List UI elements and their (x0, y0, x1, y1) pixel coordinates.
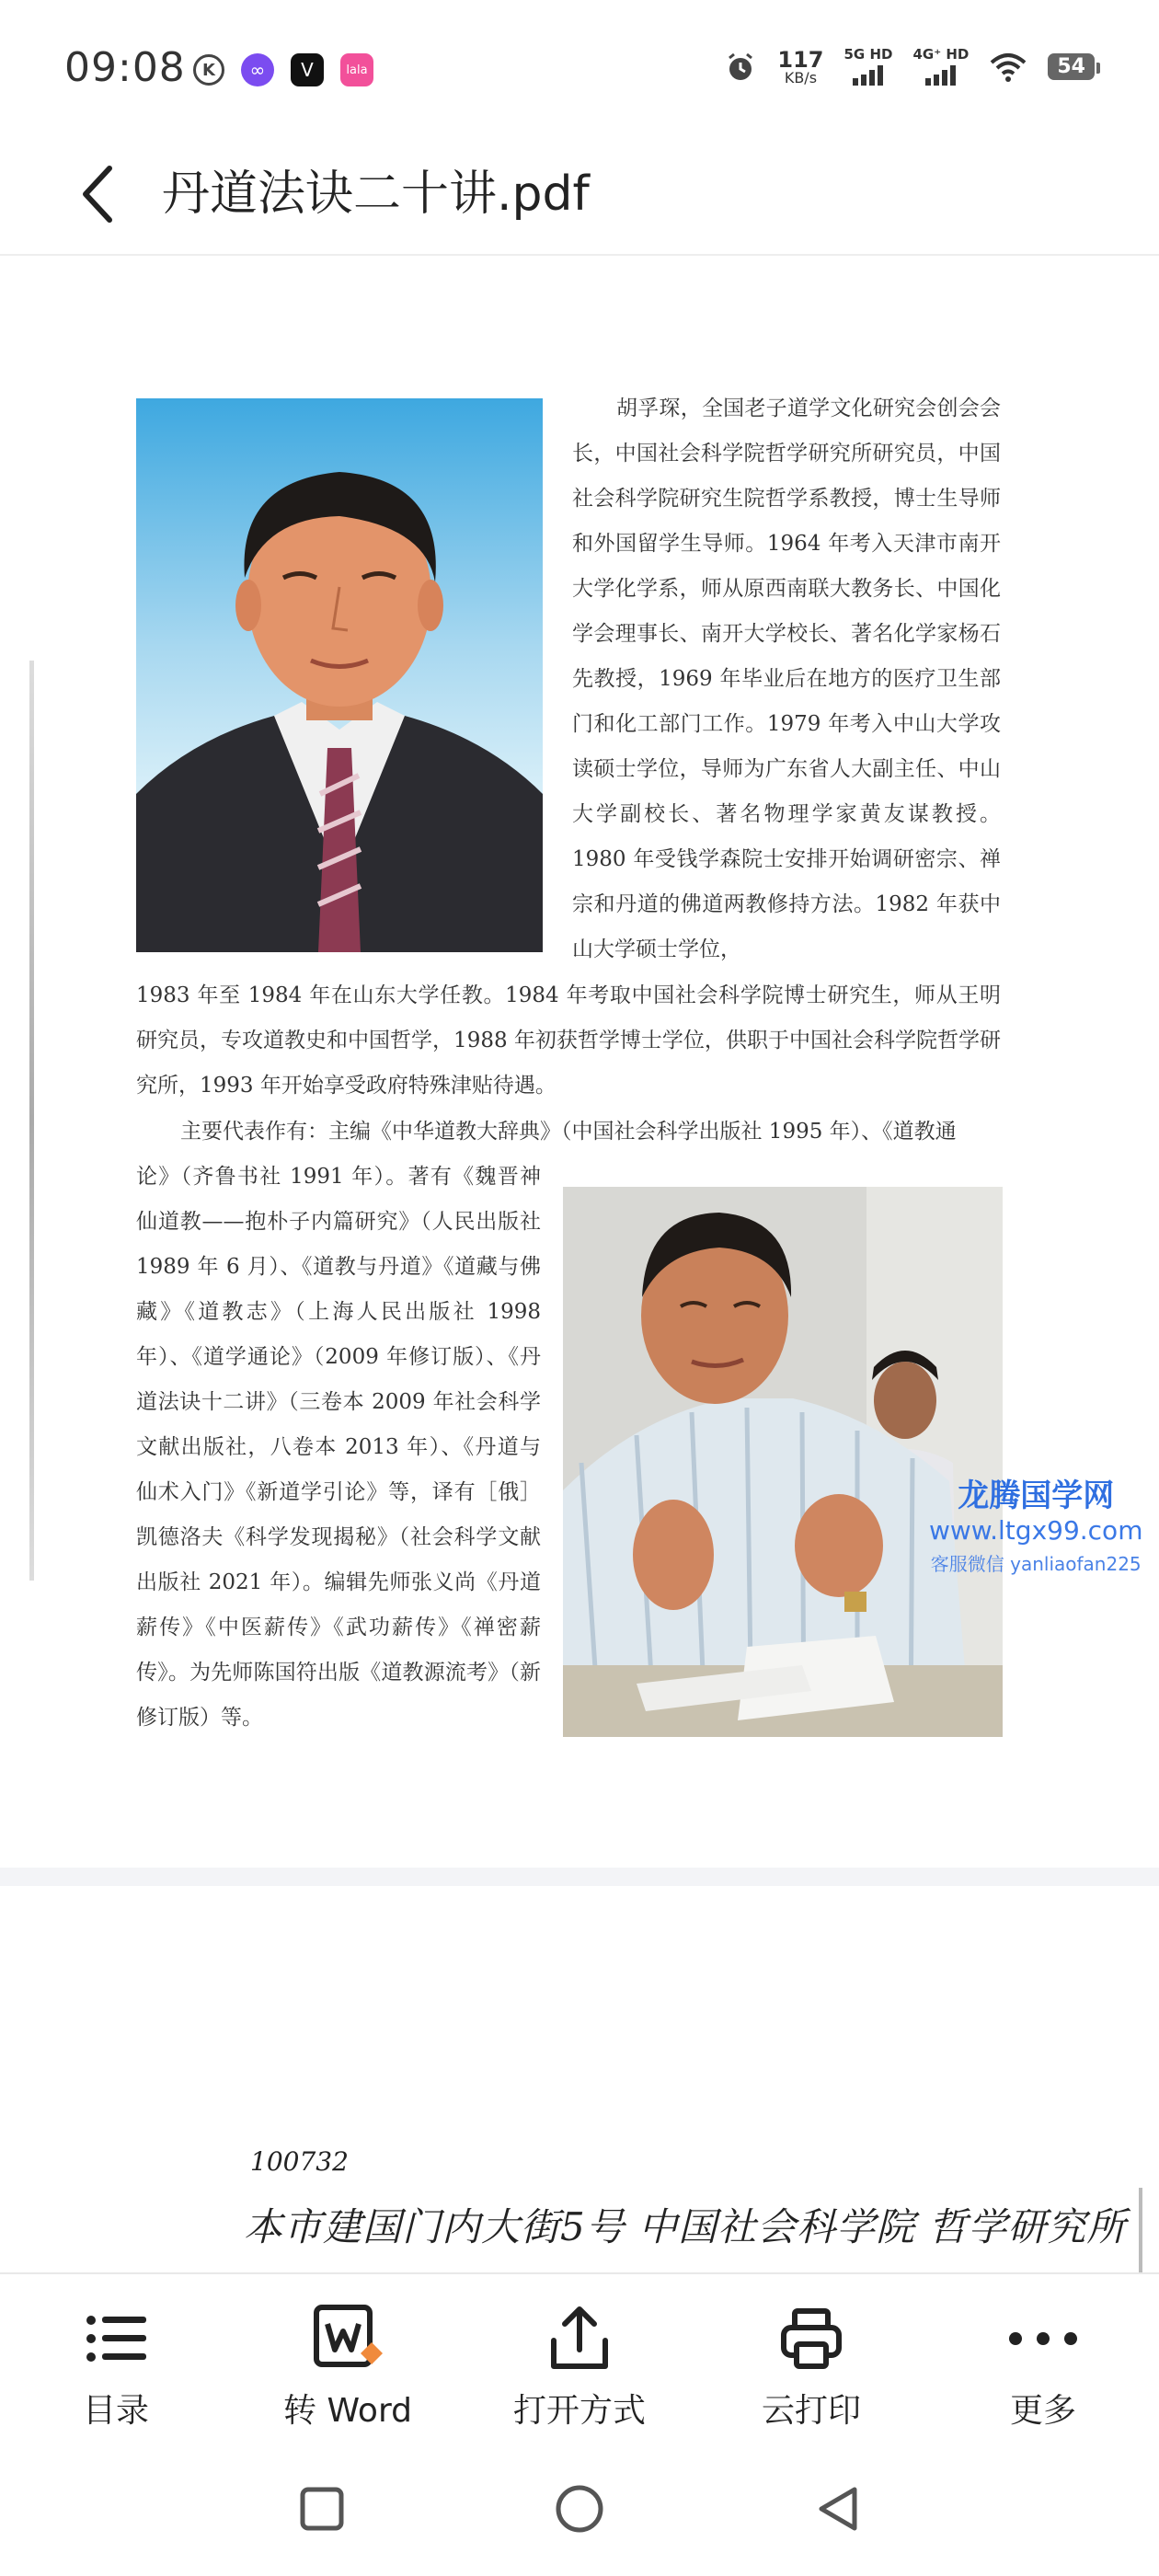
v-app-icon: V (291, 53, 324, 86)
convert-word-button[interactable] (232, 2274, 464, 2440)
more-label: 更多 (1009, 2392, 1076, 2430)
pdf-page (0, 256, 1159, 1868)
signal-5g-icon (843, 48, 892, 86)
toc-label: 目录 (82, 2392, 149, 2430)
works-paragraph: 论》（齐鲁书社 1991 年）。著有《魏晋神仙道教——抱朴子内篇研究》（人民出版社 1989 年 6 月）、《道教与丹道》《道藏与佛藏》《道教志》（上海人民出版社 1998 年）、《道学通论》（2009 年修订版）、《丹道法诀十二讲》（三卷本 2009 年社会科学文献出版社，八卷本 2013 年）、《丹道与仙术入门》《新道学引论》等，译有［俄］凯德洛夫《科学发现揭秘》（社会科学文献出版社 2021 年）。编辑先师张义尚《丹道薪传》《中医薪传》《武功薪传》《禅密薪传》。为先师陈国符出版《道教源流考》（新修订版）等。 (136, 1165, 541, 1730)
list-icon (77, 2300, 155, 2377)
handwritten-address: 本市建国门内大街5号 中国社会科学院 哲学研究所 (244, 2204, 1127, 2249)
printer-icon (773, 2300, 850, 2377)
back-button[interactable] (64, 162, 129, 226)
more-icon (1004, 2300, 1082, 2377)
watermark-contact: 客服微信 yanliaofan225 (930, 1553, 1142, 1575)
network-speed-unit: KB/s (784, 68, 818, 86)
more-button[interactable] (927, 2274, 1159, 2440)
recents-button[interactable] (290, 2477, 354, 2541)
document-title: 丹道法诀二十讲.pdf (162, 167, 590, 222)
toc-button[interactable] (0, 2274, 232, 2440)
recents-icon (299, 2486, 345, 2532)
chevron-left-icon (78, 165, 115, 224)
network-speed-value: 117 (777, 46, 824, 73)
cloud-print-label: 云打印 (761, 2392, 861, 2430)
bio-paragraph-2: 1983 年至 1984 年在山东大学任教。1984 年考取中国社会科学院博士研究生，师从王明研究员，专攻道教史和中国哲学，1988 年初获哲学博士学位，供职于中国社会科学院哲学研究所，1993 年开始享受政府特殊津贴待遇。 (136, 983, 1001, 1098)
author-speaking-photo (563, 1187, 1003, 1737)
back-icon (814, 2484, 860, 2534)
title-bar (0, 138, 1159, 256)
handwritten-postcode: 100732 (250, 2146, 349, 2177)
share-icon (541, 2300, 618, 2377)
author-portrait-photo (136, 398, 543, 952)
watermark-title: 龙腾国学网 (958, 1478, 1115, 1514)
home-icon (555, 2484, 604, 2534)
battery-icon: 54 (1048, 53, 1095, 80)
pdf-viewer[interactable] (0, 256, 1159, 2272)
open-with-button[interactable] (464, 2274, 695, 2440)
open-with-label: 打开方式 (512, 2392, 646, 2430)
system-back-button[interactable] (805, 2477, 869, 2541)
convert-word-label: 转 Word (283, 2392, 412, 2430)
notification-icons (193, 53, 373, 86)
status-indicators (724, 48, 1095, 86)
watermark-url: www.ltgx99.com (929, 1515, 1143, 1546)
cloud-print-button[interactable] (695, 2274, 927, 2440)
k-app-icon: K (193, 54, 224, 86)
network-speed (777, 46, 824, 86)
status-bar (0, 0, 1159, 138)
system-nav-bar (0, 2438, 1159, 2576)
alarm-icon (724, 51, 757, 84)
bottom-toolbar (0, 2272, 1159, 2440)
signal-5g-label: 5G HD (843, 46, 893, 63)
wifi-icon (989, 52, 1027, 83)
lala-app-icon: lala (340, 53, 373, 86)
infinity-app-icon: ∞ (241, 53, 274, 86)
signal-4g-label: 4G⁺ HD (912, 46, 970, 63)
home-button[interactable] (547, 2477, 612, 2541)
convert-word-icon (309, 2300, 386, 2377)
status-time: 09:08 (64, 44, 186, 91)
signal-4g-icon (912, 48, 969, 86)
bio-paragraph-1: 胡孚琛，全国老子道学文化研究会创会会长，中国社会科学院哲学研究所研究员，中国社会科学院研究生院哲学系教授，博士生导师和外国留学生导师。1964 年考入天津市南开大学化学系，师从原西南联大教务长、中国化学会理事长、南开大学校长、著名化学家杨石先教授，1969 年毕业后在地方的医疗卫生部门和化工部门工作。1979 年考入中山大学攻读硕士学位，导师为广东省人大副主任、中山大学副校长、著名物理学家黄友谋教授。1980 年受钱学森院士安排开始调研密宗、禅宗和丹道的佛道两教修持方法。1982 年获中山大学硕士学位， (572, 397, 1001, 961)
works-paragraph-first-line: 主要代表作有：主编《中华道教大辞典》（中国社会科学出版社 1995 年）、《道教通 (180, 1120, 957, 1144)
watermark (929, 1470, 1142, 1576)
scan-edge-mark (1139, 2188, 1142, 2272)
scan-edge-mark (29, 661, 34, 1581)
